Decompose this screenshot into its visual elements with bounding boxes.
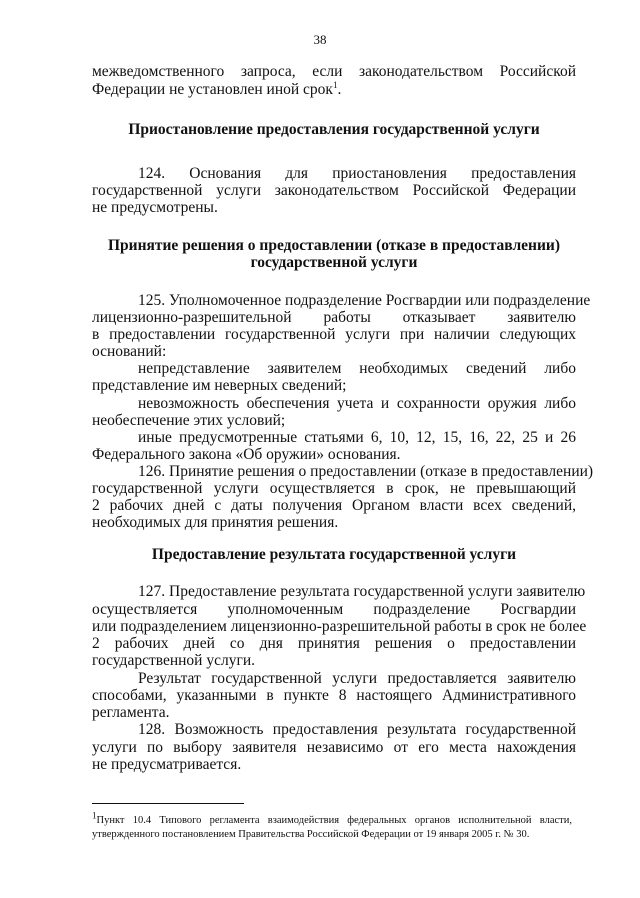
text-line: государственной услуги. [92,652,255,669]
text-line: 124. Основания для приостановления предоставления [138,165,576,182]
footnote-divider [92,803,244,804]
text-line: осуществляется уполномоченным подразделение Росгвардии [92,601,576,618]
text-span: Федерации не установлен иной срок [92,81,333,98]
text-line: государственной услуги осуществляется в срок, не превышающий [92,480,576,497]
text-line: иные предусмотренные статьями 6, 10, 12, 15, 16, 22, 25 и 26 [138,429,576,446]
text-line: представление им неверных сведений; [92,377,347,394]
text-line: или подразделением лицензионно-разрешительной работы в срок не более [92,618,587,635]
text-line: 126. Принятие решения о предоставлении (отказе в предоставлении) [138,463,594,480]
text-line: регламента. [92,704,170,721]
text-line: услуги по выбору заявителя независимо от его места нахождения [92,739,576,756]
text-line: 128. Возможность предоставления результата государственной [138,721,576,738]
text-line [92,81,576,98]
page-number: 38 [313,32,327,47]
text-line: способами, указанными в пункте 8 настоящего Административного [92,687,576,704]
text-line: 2 рабочих дней со дня принятия решения о предоставлении [92,635,576,652]
text-line: невозможность обеспечения учета и сохранности оружия либо [138,395,576,412]
text-line: оснований: [92,343,167,360]
text-line: межведомственного запроса, если законодательством Российской [92,63,576,80]
text-line: Федерального закона «Об оружии» основания. [92,446,401,463]
text-line: в предоставлении государственной услуги при наличии следующих [92,326,576,343]
text-span: . [337,81,342,98]
text-line: 127. Предоставление результата государственной услуги заявителю [138,583,586,600]
footnote-ref[interactable]: 1 [332,79,338,90]
section-heading: Приостановление предоставления государственной услуги [128,121,540,138]
footnote-marker: 1 [92,810,97,821]
text-line: Результат государственной услуги предоставляется заявителю [138,670,576,687]
section-heading: государственной услуги [250,254,418,271]
text-line: не предусмотрены. [92,199,218,216]
text-line: непредставление заявителем необходимых сведений либо [138,360,576,377]
footnote-line [92,810,572,828]
footnote-text: Пункт 10.4 Типового регламента взаимодействия федеральных органов исполнительной власти, [96,815,572,826]
text-line: лицензионно-разрешительной работы отказывает заявителю [92,309,576,326]
section-heading: Принятие решения о предоставлении (отказе в предоставлении) [107,237,561,254]
text-line: 125. Уполномоченное подразделение Росгвардии или подразделение [138,292,591,309]
text-line: государственной услуги законодательством Российской Федерации [92,182,576,199]
text-line: необходимых для принятия решения. [92,514,339,531]
text-line: необеспечение этих условий; [92,412,286,429]
text-line: 2 рабочих дней с даты получения Органом власти всех сведений, [92,497,576,514]
footnote-line: утвержденного постановлением Правительства Российской Федерации от 19 января 2005 г. № 30. [92,829,530,840]
section-heading: Предоставление результата государственной услуги [151,546,517,563]
text-line: не предусматривается. [92,756,242,773]
